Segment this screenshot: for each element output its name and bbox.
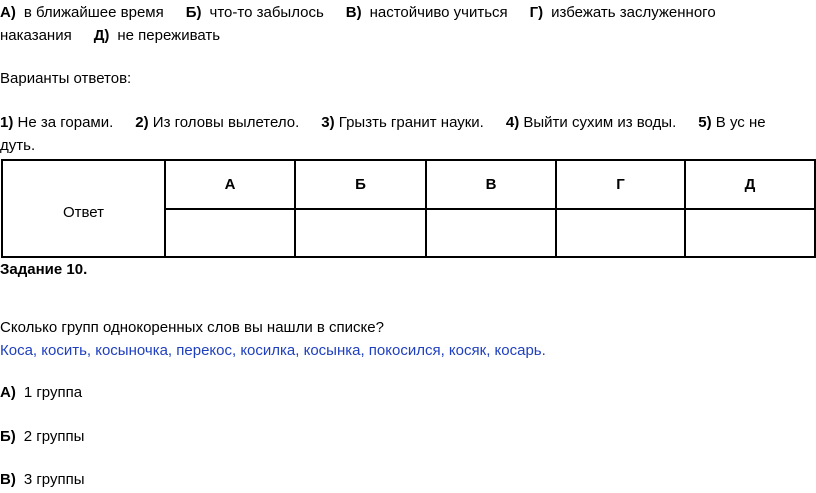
column-header-d: Д — [685, 160, 815, 209]
answer-text-2: Из головы вылетело. — [152, 114, 300, 131]
task-10-question: Сколько групп однокоренных слов вы нашли в списке? — [0, 319, 384, 336]
answer-cell-b[interactable] — [295, 209, 426, 257]
option-text-g-cont: наказания — [0, 27, 72, 44]
option-text-g: избежать заслуженного — [551, 4, 716, 21]
option-text-b: что-то забылось — [209, 4, 324, 21]
option-letter-g: Г) — [529, 4, 544, 21]
answer-text-3: Грызть гранит науки. — [338, 114, 484, 131]
task-10-choice-b — [0, 427, 84, 447]
answer-cell-a[interactable] — [165, 209, 295, 257]
answer-cell-g[interactable] — [556, 209, 685, 257]
answer-num-4: 4) — [505, 114, 520, 131]
answer-cell-d[interactable] — [685, 209, 815, 257]
column-header-a: А — [165, 160, 295, 209]
option-letter-v: В) — [345, 4, 362, 21]
choice-text-v: 3 группы — [23, 471, 85, 488]
option-text-d: не переживать — [117, 27, 221, 44]
option-letter-d: Д) — [93, 27, 110, 44]
choice-letter-a: А) — [0, 384, 16, 401]
answers-line-2: дуть. — [0, 137, 36, 154]
task-10-choice-v — [0, 470, 85, 490]
answer-text-5: В ус не — [715, 114, 766, 131]
option-text-a: в ближайшее время — [23, 4, 164, 21]
answer-num-3: 3) — [321, 114, 335, 131]
row-label-answer: Ответ — [2, 160, 165, 257]
choice-letter-b: Б) — [0, 428, 16, 445]
option-letter-b: Б) — [185, 4, 202, 21]
option-text-v: настойчиво учиться — [369, 4, 508, 21]
answers-line-1 — [0, 113, 766, 133]
choice-text-b: 2 группы — [23, 428, 85, 445]
answers-title: Варианты ответов: — [0, 70, 132, 87]
answer-text-1: Не за горами. — [17, 114, 114, 131]
answer-table — [1, 159, 816, 258]
task-10-choice-a — [0, 383, 82, 403]
column-header-v: В — [426, 160, 556, 209]
table-header-row — [2, 160, 815, 209]
option-letter-a: А) — [0, 4, 16, 21]
options-line-1 — [0, 3, 716, 23]
answer-num-1: 1) — [0, 114, 14, 131]
column-header-b: Б — [295, 160, 426, 209]
answer-num-2: 2) — [135, 114, 149, 131]
answer-cell-v[interactable] — [426, 209, 556, 257]
task-10-word-list: Коса, косить, косыночка, перекос, косилка, косынка, покосился, косяк, косарь. — [0, 342, 546, 359]
task-10-title: Задание 10. — [0, 261, 88, 278]
choice-text-a: 1 группа — [23, 384, 83, 401]
answer-text-4: Выйти сухим из воды. — [523, 114, 677, 131]
answer-num-5: 5) — [698, 114, 712, 131]
choice-letter-v: В) — [0, 471, 16, 488]
column-header-g: Г — [556, 160, 685, 209]
options-line-2 — [0, 26, 220, 46]
